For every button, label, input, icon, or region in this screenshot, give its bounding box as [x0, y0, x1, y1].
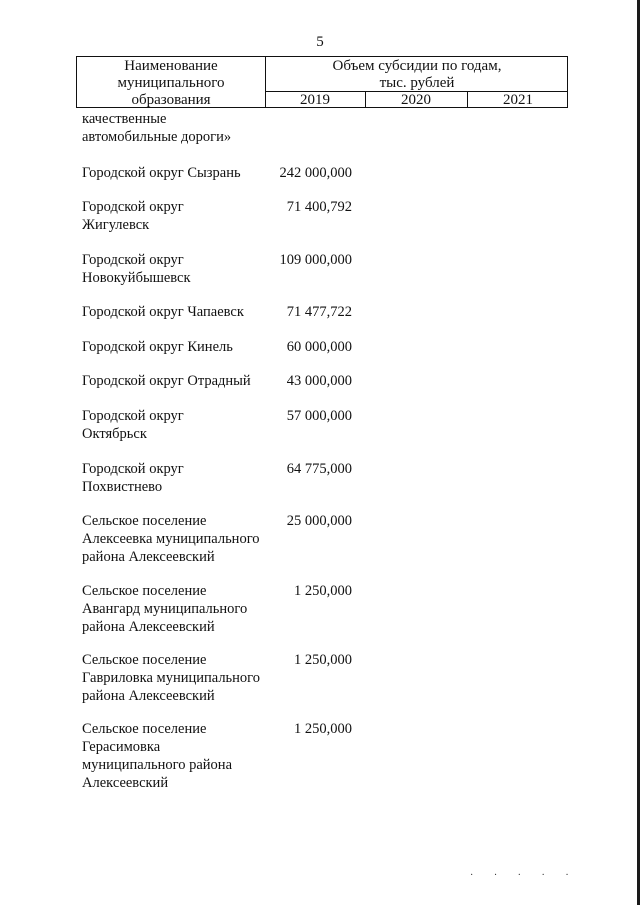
row-name-line: Городской округ [82, 199, 184, 215]
row-name-line: Городской округ Чапаевск [82, 304, 244, 320]
row-name-line: Похвистнево [82, 479, 163, 495]
row-name-line: Городской округ [82, 408, 184, 424]
header-volume-column [265, 58, 569, 92]
header-name-column [77, 58, 265, 109]
row-name-line: Алексеевка муниципального [82, 531, 260, 547]
row-name [82, 164, 272, 182]
row-value-2019: 43 000,000 [286, 373, 352, 389]
header-name-line: Наименование [124, 58, 218, 74]
row-name-line: муниципального района [82, 757, 232, 773]
header-volume-line: Объем субсидии по годам, [332, 58, 502, 74]
row-name [82, 198, 272, 234]
row-name-line: Гавриловка муниципального [82, 670, 261, 686]
row-name [82, 582, 272, 636]
header-volume-line: тыс. рублей [379, 75, 455, 91]
row-value-2019: 60 000,000 [286, 339, 352, 355]
header-name-line: муниципального [117, 75, 225, 91]
row-name-line: Сельское поселение [82, 583, 207, 599]
row-name [82, 460, 272, 496]
row-name [82, 407, 272, 443]
row-value-2019: 1 250,000 [294, 583, 352, 599]
row-value-2019: 1 250,000 [294, 652, 352, 668]
table-header [76, 56, 568, 108]
row-value-2019: 109 000,000 [279, 252, 352, 268]
row-value-2019: 1 250,000 [294, 721, 352, 737]
row-name [82, 720, 272, 792]
header-year-2019: 2019 [300, 92, 330, 108]
row-name-line: района Алексеевский [82, 688, 215, 704]
row-name-line: Алексеевский [82, 775, 169, 791]
row-value-2019: 71 400,792 [286, 199, 352, 215]
row-name-line: Сельское поселение [82, 721, 207, 737]
row-name-line: Городской округ Сызрань [82, 165, 241, 181]
row-value-2019: 25 000,000 [286, 513, 352, 529]
row-name-line: района Алексеевский [82, 619, 215, 635]
continuation-text [82, 110, 231, 146]
row-name-line: Городской округ [82, 461, 184, 477]
row-name [82, 512, 272, 566]
row-name [82, 303, 272, 321]
row-name-line: района Алексеевский [82, 549, 215, 565]
row-name-line: Авангард муниципального [82, 601, 248, 617]
row-name-line: Городской округ Отрадный [82, 373, 251, 389]
continuation-line: автомобильные дороги» [82, 129, 232, 145]
row-name-line: Сельское поселение [82, 513, 207, 529]
row-value-2019: 57 000,000 [286, 408, 352, 424]
row-name-line: Герасимовка [82, 739, 161, 755]
page-number: 5 [316, 34, 324, 50]
row-name-line: Октябрьск [82, 426, 147, 442]
row-name [82, 251, 272, 287]
row-value-2019: 71 477,722 [286, 304, 352, 320]
row-name-line: Городской округ [82, 252, 184, 268]
header-year-2020: 2020 [401, 92, 431, 108]
row-name-line: Городской округ Кинель [82, 339, 233, 355]
row-name [82, 651, 272, 705]
row-value-2019: 64 775,000 [286, 461, 352, 477]
header-name-line: образования [131, 92, 211, 108]
row-name-line: Жигулевск [82, 217, 150, 233]
row-name [82, 338, 272, 356]
continuation-line: качественные [82, 111, 167, 127]
row-name-line: Сельское поселение [82, 652, 207, 668]
header-year-2021: 2021 [503, 92, 533, 108]
footer-marks: · · · · · [470, 870, 578, 881]
row-value-2019: 242 000,000 [279, 165, 352, 181]
row-name-line: Новокуйбышевск [82, 270, 191, 286]
row-name [82, 372, 272, 390]
